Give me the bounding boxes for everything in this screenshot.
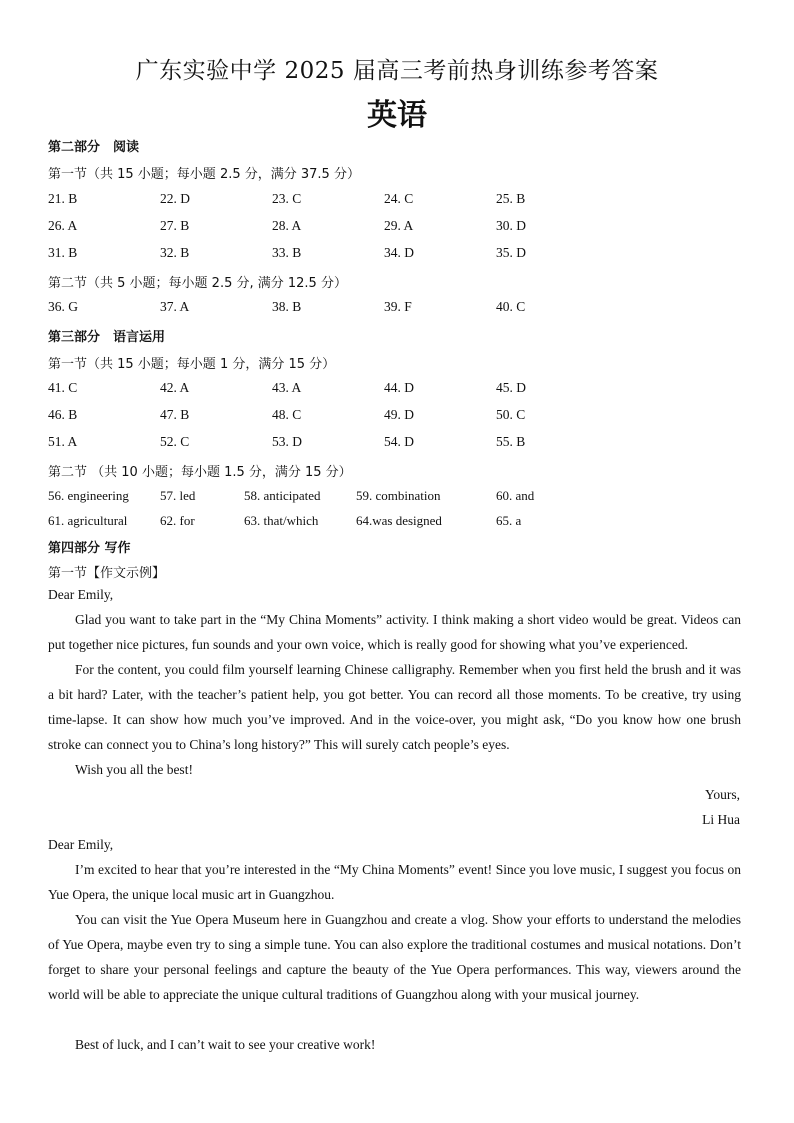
letter1-paragraph: For the content, you could film yourself learning Chinese calligraphy. Remember when you first held the brush and it was a bit hard? Later, with the teacher’s patient help, you got better. You can record all those moments. To be creative, try using time-lapse. It can show how much you’ve improved. And in the voice-over, you might ask, “Do you know how one brush stroke can connect you to China’s long history?” This will surely catch people’s eyes. bbox=[48, 662, 741, 752]
answer-cell: 46. B bbox=[48, 407, 78, 422]
answer-cell: 64.was designed bbox=[356, 513, 442, 528]
answer-cell: 37. A bbox=[160, 299, 190, 314]
answer-cell: 32. B bbox=[160, 245, 190, 260]
answer-cell: 40. C bbox=[496, 299, 526, 314]
letter2-paragraph: I’m excited to hear that you’re interested in the “My China Moments” event! Since you love music, I suggest you focus on Yue Opera, the unique local music art in Guangzhou. bbox=[48, 862, 741, 902]
answer-row bbox=[48, 434, 748, 454]
subject-title: 英语 bbox=[367, 98, 427, 133]
answer-cell: 45. D bbox=[496, 380, 526, 395]
answer-cell: 34. D bbox=[384, 245, 414, 260]
part2-sec2-heading: 第二节（共 5 小题；每小题 2.5 分, 满分 12.5 分） bbox=[48, 276, 347, 291]
answer-cell: 52. C bbox=[160, 434, 190, 449]
answer-cell: 65. a bbox=[496, 513, 522, 528]
answer-cell: 25. B bbox=[496, 191, 526, 206]
answer-cell: 36. G bbox=[48, 299, 78, 314]
letter1-paragraph: Wish you all the best! bbox=[75, 762, 193, 777]
answer-cell: 60. and bbox=[496, 488, 535, 503]
answer-row bbox=[48, 218, 748, 238]
part3-sec2-heading: 第二节 （共 10 小题；每小题 1.5 分，满分 15 分） bbox=[48, 465, 352, 480]
answer-cell: 59. combination bbox=[356, 488, 441, 503]
answer-cell: 63. that/which bbox=[244, 513, 319, 528]
answer-cell: 23. C bbox=[272, 191, 302, 206]
answer-cell: 27. B bbox=[160, 218, 190, 233]
answer-cell: 44. D bbox=[384, 380, 414, 395]
letter2-paragraph: You can visit the Yue Opera Museum here in Guangzhou and create a vlog. Show your efforts to understand the melodies of Yue Opera, maybe even try to sing a simple tune. You can also explore the traditional costumes and musical notations. Don’t forget to share your personal feelings and capture the beauty of the Yue Opera performances. This way, viewers around the world will be able to appreciate the unique cultural traditions of Guangzhou along with your musical journey. bbox=[48, 912, 741, 1002]
answer-cell: 50. C bbox=[496, 407, 526, 422]
letter2-greeting: Dear Emily, bbox=[48, 837, 114, 852]
page-title: 广东实验中学 2025 届高三考前热身训练参考答案 bbox=[135, 58, 659, 84]
answer-cell: 33. B bbox=[272, 245, 302, 260]
letter1-closing: Yours, bbox=[704, 787, 740, 802]
answer-cell: 35. D bbox=[496, 245, 526, 260]
answer-cell: 24. C bbox=[384, 191, 414, 206]
answer-row bbox=[48, 513, 748, 533]
answer-cell: 61. agricultural bbox=[48, 513, 128, 528]
letter2-paragraph: Best of luck, and I can’t wait to see your creative work! bbox=[75, 1037, 376, 1052]
answer-row bbox=[48, 488, 748, 508]
answer-cell: 51. A bbox=[48, 434, 78, 449]
part3-sec1-heading: 第一节（共 15 小题；每小题 1 分，满分 15 分） bbox=[48, 357, 336, 372]
answer-cell: 54. D bbox=[384, 434, 414, 449]
answer-cell: 39. F bbox=[384, 299, 412, 314]
answer-row bbox=[48, 245, 748, 265]
part2-heading: 第二部分 阅读 bbox=[48, 140, 140, 155]
part3-heading: 第三部分 语言运用 bbox=[48, 330, 166, 345]
answer-cell: 62. for bbox=[160, 513, 195, 528]
letter1-paragraph: Glad you want to take part in the “My China Moments” activity. I think making a short video would be great. Videos can put together nice pictures, fun sounds and your own voice, which is really good for showing what you’ve experienced. bbox=[48, 612, 741, 652]
answer-cell: 57. led bbox=[160, 488, 196, 503]
answer-cell: 31. B bbox=[48, 245, 78, 260]
answer-cell: 53. D bbox=[272, 434, 302, 449]
answer-cell: 55. B bbox=[496, 434, 526, 449]
answer-row bbox=[48, 191, 748, 211]
answer-cell: 38. B bbox=[272, 299, 302, 314]
answer-cell: 58. anticipated bbox=[244, 488, 321, 503]
part4-sec1-heading: 第一节【作文示例】 bbox=[48, 566, 166, 581]
answer-cell: 42. A bbox=[160, 380, 190, 395]
answer-cell: 26. A bbox=[48, 218, 78, 233]
answer-cell: 30. D bbox=[496, 218, 526, 233]
answer-cell: 28. A bbox=[272, 218, 302, 233]
answer-row bbox=[48, 380, 748, 400]
answer-cell: 47. B bbox=[160, 407, 190, 422]
answer-row bbox=[48, 299, 748, 319]
letter1-signature: Li Hua bbox=[702, 812, 740, 827]
answer-cell: 49. D bbox=[384, 407, 414, 422]
letter1-greeting: Dear Emily, bbox=[48, 587, 114, 602]
answer-cell: 56. engineering bbox=[48, 488, 129, 503]
answer-cell: 43. A bbox=[272, 380, 302, 395]
answer-row bbox=[48, 407, 748, 427]
answer-cell: 22. D bbox=[160, 191, 190, 206]
part4-heading: 第四部分 写作 bbox=[48, 541, 131, 556]
answer-cell: 29. A bbox=[384, 218, 414, 233]
part2-sec1-heading: 第一节（共 15 小题；每小题 2.5 分，满分 37.5 分） bbox=[48, 167, 360, 182]
answer-cell: 21. B bbox=[48, 191, 78, 206]
answer-cell: 48. C bbox=[272, 407, 302, 422]
answer-cell: 41. C bbox=[48, 380, 78, 395]
